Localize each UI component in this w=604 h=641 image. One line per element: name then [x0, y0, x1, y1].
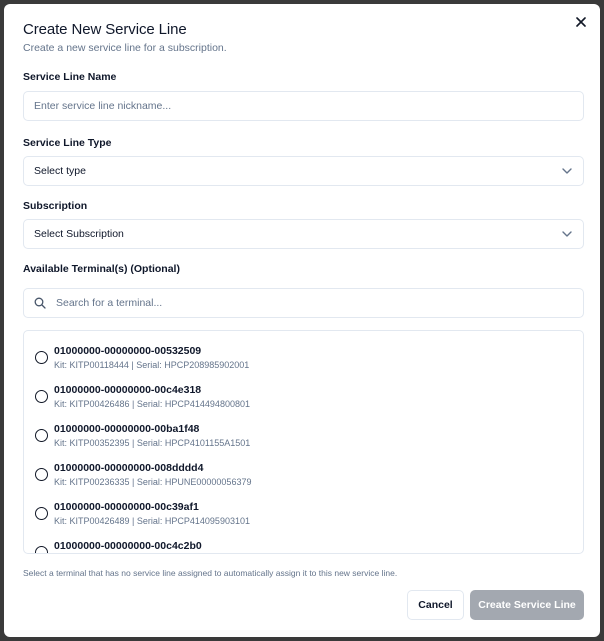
close-button[interactable] [572, 14, 590, 32]
terminal-id: 01000000-00000000-00c39af1 [54, 501, 199, 513]
service-line-type-value: Select type [34, 165, 86, 177]
service-line-type-select[interactable] [23, 156, 584, 186]
terminal-radio[interactable] [35, 429, 48, 442]
terminal-helper-text: Select a terminal that has no service line assigned to automatically assign it to this new service line. [23, 568, 398, 578]
subscription-label: Subscription [23, 200, 88, 212]
terminal-radio[interactable] [35, 390, 48, 403]
create-service-line-dialog [4, 4, 600, 637]
terminal-list[interactable] [23, 330, 584, 554]
terminal-item[interactable] [24, 491, 583, 530]
terminal-meta: Kit: KITP00426486 | Serial: HPCP414494800801 [54, 399, 250, 409]
service-line-name-label: Service Line Name [23, 71, 117, 83]
search-icon [34, 297, 46, 309]
terminal-radio[interactable] [35, 351, 48, 364]
dialog-title: Create New Service Line [23, 21, 187, 38]
dialog-subtitle: Create a new service line for a subscription. [23, 42, 227, 54]
chevron-down-icon [561, 228, 573, 240]
terminal-id: 01000000-00000000-00ba1f48 [54, 423, 200, 435]
service-line-type-label: Service Line Type [23, 137, 112, 149]
terminal-search-input[interactable] [23, 288, 584, 318]
terminal-meta: Kit: KITP00236335 | Serial: HPUNE00000056379 [54, 477, 252, 487]
chevron-down-icon [561, 165, 573, 177]
create-service-line-button[interactable]: Create Service Line [470, 590, 584, 620]
terminal-item[interactable] [24, 374, 583, 413]
terminal-id: 01000000-00000000-008dddd4 [54, 462, 204, 474]
terminal-search-placeholder: Search for a terminal... [56, 297, 163, 309]
terminal-radio[interactable] [35, 468, 48, 481]
terminal-id: 01000000-00000000-00532509 [54, 345, 202, 357]
terminals-label: Available Terminal(s) (Optional) [23, 263, 180, 275]
terminal-meta: Kit: KITP00352395 | Serial: HPCP4101155A1501 [54, 438, 251, 448]
terminal-item[interactable] [24, 530, 583, 554]
terminal-item[interactable] [24, 452, 583, 491]
terminal-id: 01000000-00000000-00c4e318 [54, 384, 202, 396]
terminal-item[interactable] [24, 335, 583, 374]
cancel-button[interactable]: Cancel [407, 590, 464, 620]
terminal-item[interactable] [24, 413, 583, 452]
subscription-value: Select Subscription [34, 228, 124, 240]
terminal-radio[interactable] [35, 507, 48, 520]
terminal-meta: Kit: KITP00118444 | Serial: HPCP208985902001 [54, 360, 250, 370]
terminal-meta: Kit: KITP00426489 | Serial: HPCP414095903101 [54, 516, 250, 526]
close-icon [576, 14, 586, 32]
service-line-name-placeholder: Enter service line nickname... [34, 100, 172, 112]
terminal-radio[interactable] [35, 546, 48, 554]
subscription-select[interactable] [23, 219, 584, 249]
service-line-name-input[interactable] [23, 91, 584, 121]
terminal-id: 01000000-00000000-00c4c2b0 [54, 540, 202, 552]
